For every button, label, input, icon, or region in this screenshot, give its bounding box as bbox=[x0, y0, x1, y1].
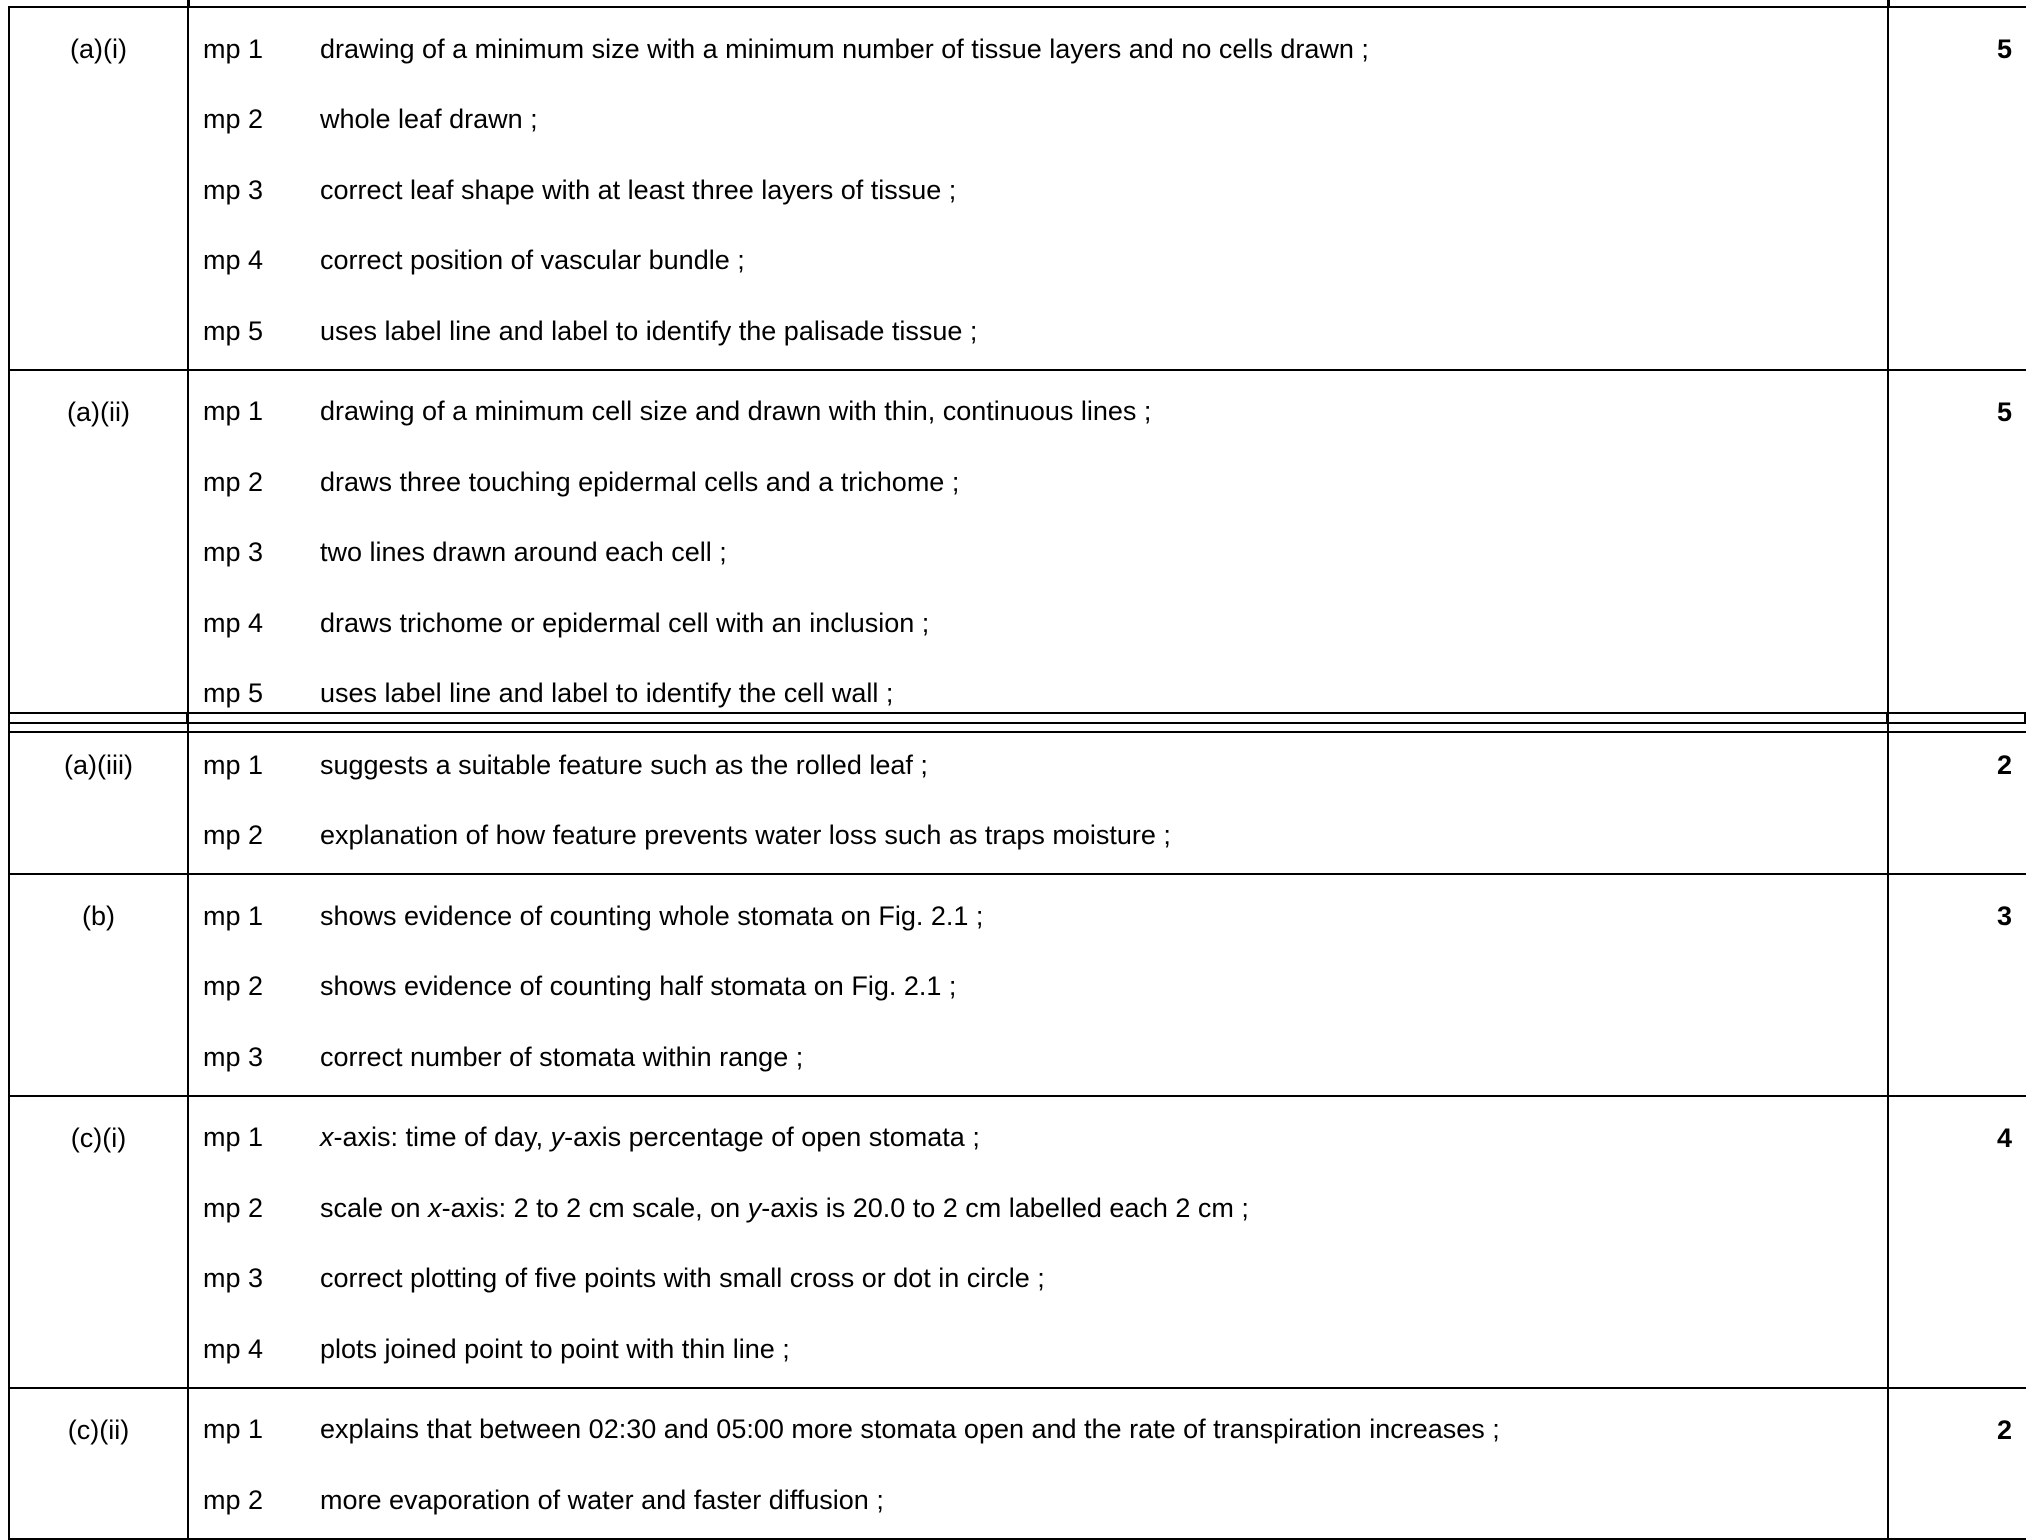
marking-point bbox=[189, 1022, 1887, 1093]
mark-scheme-table-part-2 bbox=[8, 722, 2026, 1540]
mp-label: mp 2 bbox=[203, 104, 264, 135]
question-number: (b) bbox=[9, 874, 188, 1096]
marks-value: 4 bbox=[1888, 1096, 2026, 1388]
mp-label: mp 2 bbox=[203, 1192, 264, 1223]
mp-text: shows evidence of counting whole stomata on Fig. 2.1 ; bbox=[320, 900, 984, 931]
mp-text: whole leaf drawn ; bbox=[320, 104, 538, 135]
table-row bbox=[9, 1096, 2026, 1388]
mp-text: correct leaf shape with at least three layers of tissue ; bbox=[320, 174, 957, 205]
marks-value: 3 bbox=[1888, 874, 2026, 1096]
mp-text: uses label line and label to identify the palisade tissue ; bbox=[320, 315, 978, 346]
table-continuation-edge bbox=[8, 712, 2026, 722]
marking-point bbox=[189, 377, 1887, 448]
question-number: (a)(iii) bbox=[9, 723, 188, 874]
table-row bbox=[9, 723, 2026, 874]
question-number: (a)(ii) bbox=[9, 370, 188, 733]
mp-text: drawing of a minimum cell size and drawn with thin, continuous lines ; bbox=[320, 396, 1152, 427]
mp-text: x-axis: time of day, y-axis percentage of open stomata ; bbox=[320, 1122, 980, 1153]
marks-value: 5 bbox=[1888, 370, 2026, 733]
marking-points bbox=[188, 1388, 1888, 1539]
marking-point bbox=[189, 155, 1887, 226]
marking-point bbox=[189, 881, 1887, 952]
mp-label: mp 2 bbox=[203, 1484, 264, 1515]
mp-label: mp 2 bbox=[203, 466, 264, 497]
marking-point bbox=[189, 1103, 1887, 1174]
marking-points bbox=[188, 1096, 1888, 1388]
mp-text: draws trichome or epidermal cell with an inclusion ; bbox=[320, 607, 930, 638]
marking-point bbox=[189, 226, 1887, 297]
mp-label: mp 4 bbox=[203, 245, 264, 276]
question-number: (c)(ii) bbox=[9, 1388, 188, 1539]
marks-value: 5 bbox=[1888, 7, 2026, 370]
mp-label: mp 3 bbox=[203, 1263, 264, 1294]
marking-point bbox=[189, 801, 1887, 872]
marking-point bbox=[189, 296, 1887, 367]
mp-text: correct number of stomata within range ; bbox=[320, 1041, 804, 1072]
marks-value: 2 bbox=[1888, 723, 2026, 874]
mp-label: mp 5 bbox=[203, 315, 264, 346]
mp-label: mp 2 bbox=[203, 820, 264, 851]
table-row bbox=[9, 874, 2026, 1096]
mp-text: more evaporation of water and faster diffusion ; bbox=[320, 1484, 884, 1515]
mark-scheme-table-part-1 bbox=[8, 6, 2026, 733]
marking-points bbox=[188, 370, 1888, 733]
marking-point bbox=[189, 1244, 1887, 1315]
marking-point bbox=[189, 518, 1887, 589]
marking-points bbox=[188, 7, 1888, 370]
mp-label: mp 1 bbox=[203, 396, 264, 427]
mp-label: mp 1 bbox=[203, 749, 264, 780]
marking-points bbox=[188, 874, 1888, 1096]
mp-label: mp 4 bbox=[203, 607, 264, 638]
mp-text: drawing of a minimum size with a minimum number of tissue layers and no cells drawn ; bbox=[320, 33, 1369, 64]
mp-label: mp 4 bbox=[203, 1333, 264, 1364]
mp-text: correct position of vascular bundle ; bbox=[320, 245, 745, 276]
mp-label: mp 3 bbox=[203, 1041, 264, 1072]
mp-text: uses label line and label to identify the cell wall ; bbox=[320, 678, 894, 709]
marking-point bbox=[189, 1314, 1887, 1385]
marking-point bbox=[189, 85, 1887, 156]
mp-text: explanation of how feature prevents water loss such as traps moisture ; bbox=[320, 820, 1171, 851]
mp-label: mp 5 bbox=[203, 678, 264, 709]
marking-point bbox=[189, 730, 1887, 801]
marking-points bbox=[188, 723, 1888, 874]
table-row bbox=[9, 1388, 2026, 1539]
mp-label: mp 1 bbox=[203, 1122, 264, 1153]
mp-text: correct plotting of five points with small cross or dot in circle ; bbox=[320, 1263, 1045, 1294]
table-row bbox=[9, 7, 2026, 370]
marking-point bbox=[189, 14, 1887, 85]
marking-point bbox=[189, 1465, 1887, 1536]
mp-label: mp 1 bbox=[203, 900, 264, 931]
mp-label: mp 1 bbox=[203, 33, 264, 64]
marking-point bbox=[189, 952, 1887, 1023]
question-number: (a)(i) bbox=[9, 7, 188, 370]
mp-label: mp 3 bbox=[203, 174, 264, 205]
mp-text: draws three touching epidermal cells and a trichome ; bbox=[320, 466, 960, 497]
mp-label: mp 1 bbox=[203, 1414, 264, 1445]
mp-label: mp 2 bbox=[203, 971, 264, 1002]
marking-point bbox=[189, 447, 1887, 518]
marks-value: 2 bbox=[1888, 1388, 2026, 1539]
question-number: (c)(i) bbox=[9, 1096, 188, 1388]
mp-label: mp 3 bbox=[203, 537, 264, 568]
mp-text: suggests a suitable feature such as the rolled leaf ; bbox=[320, 749, 928, 780]
table-row bbox=[9, 370, 2026, 733]
marking-point bbox=[189, 1173, 1887, 1244]
mp-text: scale on x-axis: 2 to 2 cm scale, on y-axis is 20.0 to 2 cm labelled each 2 cm ; bbox=[320, 1192, 1249, 1223]
marking-point bbox=[189, 1395, 1887, 1466]
mp-text: shows evidence of counting half stomata on Fig. 2.1 ; bbox=[320, 971, 957, 1002]
mp-text: plots joined point to point with thin line ; bbox=[320, 1333, 790, 1364]
mp-text: explains that between 02:30 and 05:00 more stomata open and the rate of transpiration increases ; bbox=[320, 1414, 1500, 1445]
mp-text: two lines drawn around each cell ; bbox=[320, 537, 727, 568]
marking-point bbox=[189, 588, 1887, 659]
